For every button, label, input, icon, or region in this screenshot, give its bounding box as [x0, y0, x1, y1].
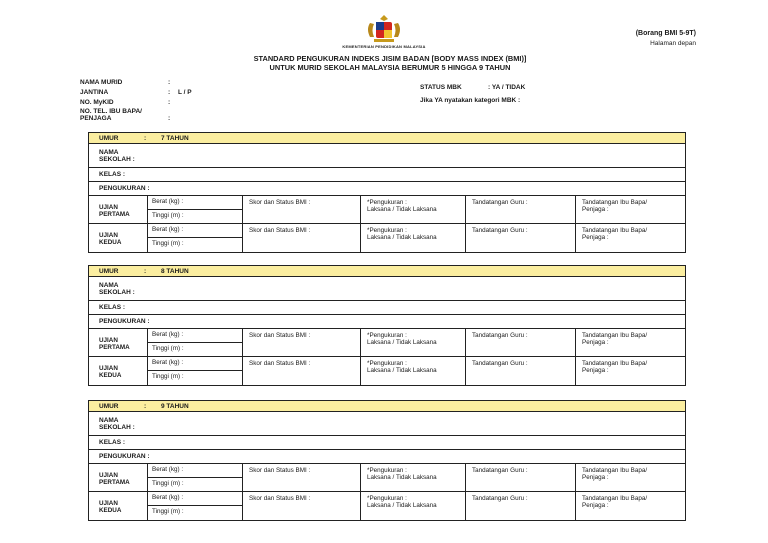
tinggi-field[interactable]: Tinggi (m) :: [152, 479, 184, 487]
tandatangan-guru-field[interactable]: Tandatangan Guru :: [465, 464, 575, 491]
berat-field[interactable]: Berat (kg) :: [148, 357, 242, 371]
ministry-name: KEMENTERIAN PENDIDIKAN MALAYSIA: [342, 44, 426, 49]
tandatangan-ibu-bapa-field[interactable]: Tandatangan Ibu Bapa/ Penjaga :: [575, 357, 687, 385]
tinggi-field[interactable]: Tinggi (m) :: [152, 508, 184, 515]
form-code: (Borang BMI 5-9T): [635, 30, 696, 37]
pengukuran-status-field[interactable]: *Pengukuran : Laksana / Tidak Laksana: [360, 492, 465, 520]
tandatangan-guru-field[interactable]: Tandatangan Guru :: [465, 492, 575, 520]
nama-sekolah-row[interactable]: NAMA SEKOLAH :: [89, 412, 685, 436]
age-band: UMUR : 8 TAHUN: [89, 266, 685, 277]
skor-bmi-field[interactable]: Skor dan Status BMI :: [242, 492, 360, 520]
tandatangan-guru-field[interactable]: Tandatangan Guru :: [465, 357, 575, 385]
tandatangan-ibu-bapa-field[interactable]: Tandatangan Ibu Bapa/ Penjaga :: [575, 464, 687, 491]
malaysia-coat-of-arms-icon: [360, 13, 408, 45]
age-band: UMUR : 9 TAHUN: [89, 401, 685, 412]
tinggi-field[interactable]: Tinggi (m) :: [152, 344, 184, 352]
form-title-line2: UNTUK MURID SEKOLAH MALAYSIA BERUMUR 5 HINGGA 9 TAHUN: [269, 63, 511, 72]
pengukuran-status-field[interactable]: *Pengukuran : Laksana / Tidak Laksana: [360, 329, 465, 356]
ujian-kedua-row: UJIAN KEDUA Berat (kg) : Tinggi (m) : Skor dan Status BMI : *Pengukuran : Laksana / Tidak Laksana Tandatangan Guru : Tandatangan Ibu Bapa/ Penjaga :: [89, 224, 685, 252]
tandatangan-guru-field[interactable]: Tandatangan Guru :: [465, 224, 575, 252]
field-jantina[interactable]: JANTINA : L / P: [80, 89, 192, 96]
page-label: Halaman depan: [650, 40, 696, 47]
pengukuran-row: PENGUKURAN :: [89, 315, 685, 329]
pengukuran-row: PENGUKURAN :: [89, 450, 685, 464]
berat-field[interactable]: Berat (kg) :: [148, 224, 242, 238]
skor-bmi-field[interactable]: Skor dan Status BMI :: [242, 357, 360, 385]
age-value: 8 TAHUN: [161, 268, 189, 275]
berat-field[interactable]: Berat (kg) :: [148, 492, 242, 506]
age-value: 9 TAHUN: [161, 403, 189, 410]
age-value: 7 TAHUN: [161, 135, 189, 142]
kategori-mbk[interactable]: Jika YA nyatakan kategori MBK :: [420, 97, 521, 104]
skor-bmi-field[interactable]: Skor dan Status BMI :: [242, 196, 360, 223]
nama-sekolah-row[interactable]: NAMA SEKOLAH :: [89, 144, 685, 168]
tinggi-field[interactable]: Tinggi (m) :: [152, 240, 184, 247]
age-section-9: [88, 400, 686, 521]
ujian-pertama-row: UJIAN PERTAMA Berat (kg) : Tinggi (m) : Skor dan Status BMI : *Pengukuran : Laksana / Tidak Laksana Tandatangan Guru : Tandatangan Ibu Bapa/ Penjaga :: [89, 329, 685, 357]
berat-field[interactable]: Berat (kg) :: [148, 196, 242, 210]
form-title-line1: STANDARD PENGUKURAN INDEKS JISIM BADAN [BODY MASS INDEX (BMI)]: [253, 54, 527, 63]
skor-bmi-field[interactable]: Skor dan Status BMI :: [242, 464, 360, 491]
field-mykid[interactable]: NO. MyKID :: [80, 99, 171, 106]
kelas-row[interactable]: KELAS :: [89, 301, 685, 315]
berat-field[interactable]: Berat (kg) :: [148, 464, 242, 478]
kelas-row[interactable]: KELAS :: [89, 436, 685, 450]
status-mbk-label: STATUS MBK: [420, 84, 462, 91]
age-band: UMUR : 7 TAHUN: [89, 133, 685, 144]
berat-field[interactable]: Berat (kg) :: [148, 329, 242, 343]
ujian-pertama-row: UJIAN PERTAMA Berat (kg) : Tinggi (m) : Skor dan Status BMI : *Pengukuran : Laksana / Tidak Laksana Tandatangan Guru : Tandatangan Ibu Bapa/ Penjaga :: [89, 196, 685, 224]
status-mbk-value[interactable]: : YA / TIDAK: [488, 84, 526, 91]
pengukuran-status-field[interactable]: *Pengukuran : Laksana / Tidak Laksana: [360, 357, 465, 385]
age-section-7: [88, 132, 686, 253]
tandatangan-ibu-bapa-field[interactable]: Tandatangan Ibu Bapa/ Penjaga :: [575, 224, 687, 252]
nama-sekolah-row[interactable]: NAMA SEKOLAH :: [89, 277, 685, 301]
pengukuran-status-field[interactable]: *Pengukuran : Laksana / Tidak Laksana: [360, 196, 465, 223]
tandatangan-guru-field[interactable]: Tandatangan Guru :: [465, 329, 575, 356]
skor-bmi-field[interactable]: Skor dan Status BMI :: [242, 224, 360, 252]
tandatangan-ibu-bapa-field[interactable]: Tandatangan Ibu Bapa/ Penjaga :: [575, 196, 687, 223]
pengukuran-status-field[interactable]: *Pengukuran : Laksana / Tidak Laksana: [360, 224, 465, 252]
field-nama-murid[interactable]: NAMA MURID :: [80, 79, 171, 86]
field-tel-penjaga[interactable]: NO. TEL. IBU BAPA/ PENJAGA :: [80, 108, 171, 122]
ujian-kedua-row: UJIAN KEDUA Berat (kg) : Tinggi (m) : Skor dan Status BMI : *Pengukuran : Laksana / Tidak Laksana Tandatangan Guru : Tandatangan Ibu Bapa/ Penjaga :: [89, 492, 685, 520]
tandatangan-ibu-bapa-field[interactable]: Tandatangan Ibu Bapa/ Penjaga :: [575, 329, 687, 356]
tinggi-field[interactable]: Tinggi (m) :: [152, 211, 184, 219]
age-section-8: [88, 265, 686, 386]
skor-bmi-field[interactable]: Skor dan Status BMI :: [242, 329, 360, 356]
kelas-row[interactable]: KELAS :: [89, 168, 685, 182]
tandatangan-ibu-bapa-field[interactable]: Tandatangan Ibu Bapa/ Penjaga :: [575, 492, 687, 520]
tandatangan-guru-field[interactable]: Tandatangan Guru :: [465, 196, 575, 223]
tinggi-field[interactable]: Tinggi (m) :: [152, 373, 184, 380]
pengukuran-row: PENGUKURAN :: [89, 182, 685, 196]
pengukuran-status-field[interactable]: *Pengukuran : Laksana / Tidak Laksana: [360, 464, 465, 491]
ujian-kedua-row: UJIAN KEDUA Berat (kg) : Tinggi (m) : Skor dan Status BMI : *Pengukuran : Laksana / Tidak Laksana Tandatangan Guru : Tandatangan Ibu Bapa/ Penjaga :: [89, 357, 685, 385]
ujian-pertama-row: UJIAN PERTAMA Berat (kg) : Tinggi (m) : Skor dan Status BMI : *Pengukuran : Laksana / Tidak Laksana Tandatangan Guru : Tandatangan Ibu Bapa/ Penjaga :: [89, 464, 685, 492]
